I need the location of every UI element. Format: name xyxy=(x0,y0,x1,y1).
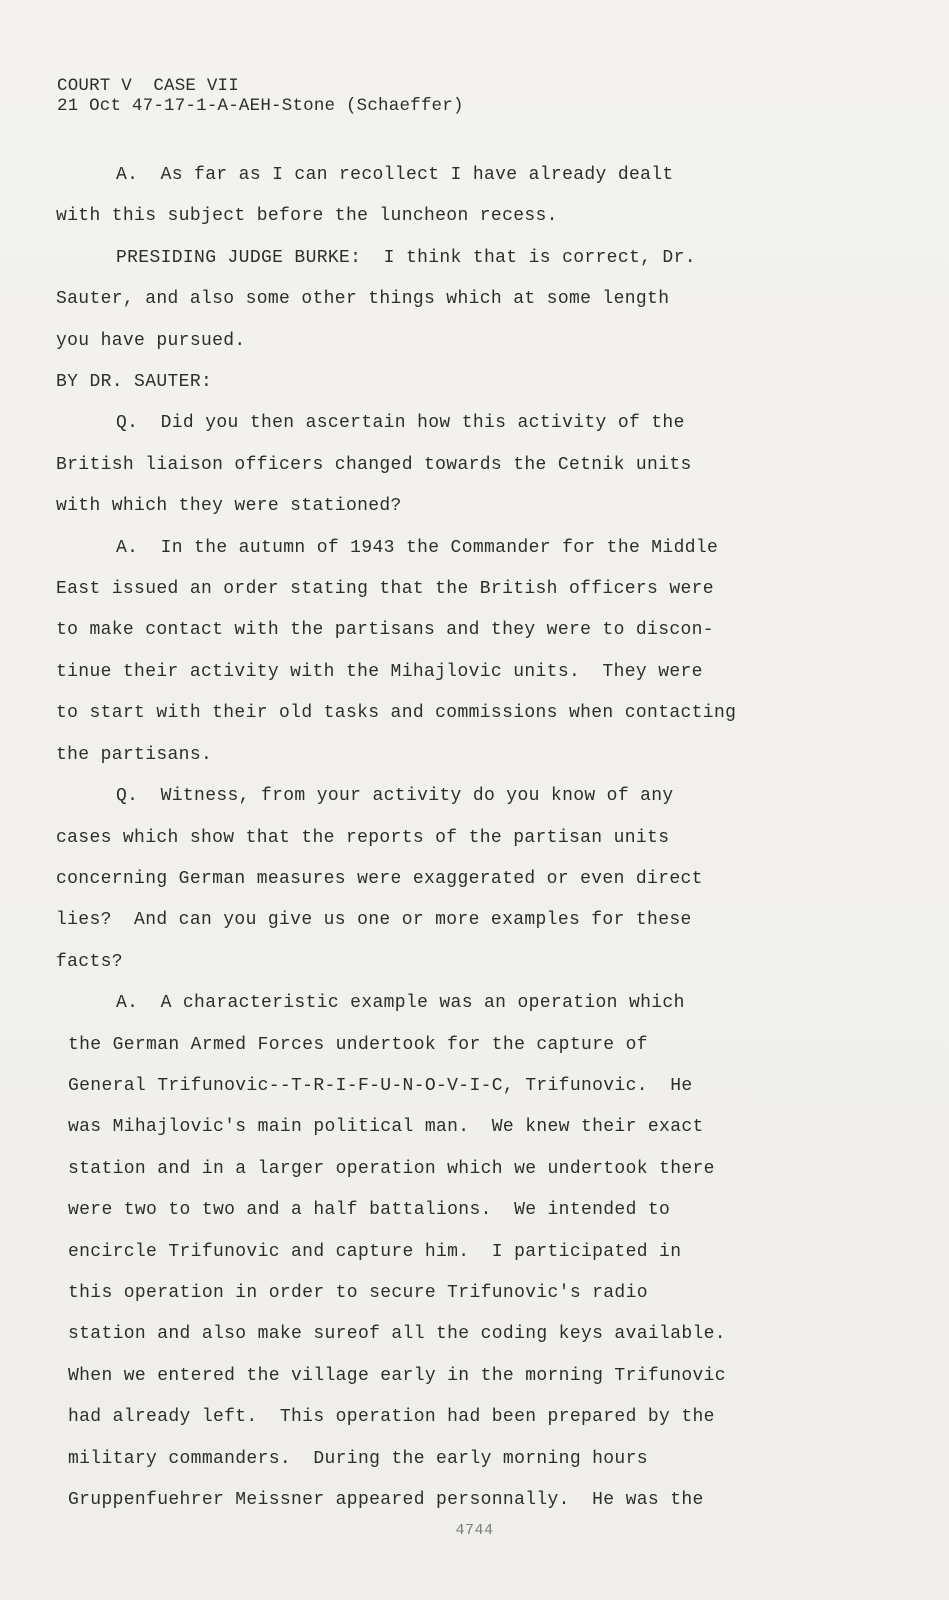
transcript-line: PRESIDING JUDGE BURKE: I think that is correct, Dr. xyxy=(116,247,696,268)
transcript-line: to start with their old tasks and commissions when contacting xyxy=(56,703,737,724)
transcript-line: the partisans. xyxy=(56,744,213,765)
document-header xyxy=(57,76,464,116)
transcript-line: When we entered the village early in the morning Trifunovic xyxy=(68,1365,726,1386)
transcript-line: A. As far as I can recollect I have already dealt xyxy=(116,165,674,185)
transcript-line: General Trifunovic--T-R-I-F-U-N-O-V-I-C, Trifunovic. He xyxy=(68,1075,693,1096)
examiner-label: BY DR. SAUTER: xyxy=(56,372,213,393)
transcript-line: British liaison officers changed towards the Cetnik units xyxy=(56,454,692,475)
transcript-line: A. A characteristic example was an operation which xyxy=(116,993,685,1014)
transcript-line: Q. Witness, from your activity do you know of any xyxy=(116,786,674,807)
transcript-line: concerning German measures were exaggerated or even direct xyxy=(56,868,703,889)
transcript-line: this operation in order to secure Trifunovic's radio xyxy=(68,1282,648,1303)
transcript-paragraph xyxy=(56,528,916,776)
transcript-line: had already left. This operation had been prepared by the xyxy=(68,1407,715,1428)
transcript-line: you have pursued. xyxy=(56,330,246,351)
transcript-line: facts? xyxy=(56,951,123,972)
transcript-line: lies? And can you give us one or more examples for these xyxy=(56,910,692,931)
transcript-paragraph xyxy=(56,983,916,1521)
header-court-case: COURT V CASE VII xyxy=(57,76,239,96)
transcript-line: the German Armed Forces undertook for the capture of xyxy=(68,1034,648,1055)
transcript-line: military commanders. During the early morning hours xyxy=(68,1448,648,1469)
transcript-line: was Mihajlovic's main political man. We knew their exact xyxy=(68,1117,704,1138)
transcript-paragraph xyxy=(56,155,916,238)
transcript-line: were two to two and a half battalions. We intended to xyxy=(68,1200,671,1221)
transcript-paragraph xyxy=(56,776,916,983)
transcript-line: Q. Did you then ascertain how this activity of the xyxy=(116,413,685,434)
page-number: 4744 xyxy=(455,1522,494,1539)
transcript-line: with this subject before the luncheon recess. xyxy=(56,206,558,227)
transcript-line: tinue their activity with the Mihajlovic units. They were xyxy=(56,661,703,682)
transcript-line: cases which show that the reports of the partisan units xyxy=(56,827,670,848)
transcript-body xyxy=(56,155,916,1521)
transcript-line: East issued an order stating that the British officers were xyxy=(56,579,714,600)
transcript-line: station and also make sureof all the coding keys available. xyxy=(68,1324,726,1345)
transcript-line: station and in a larger operation which we undertook there xyxy=(68,1158,715,1179)
transcript-line: Gruppenfuehrer Meissner appeared personnally. He was the xyxy=(68,1490,704,1510)
transcript-line: A. In the autumn of 1943 the Commander for the Middle xyxy=(116,537,719,558)
header-date-reference: 21 Oct 47-17-1-A-AEH-Stone (Schaeffer) xyxy=(57,96,464,116)
transcript-paragraph xyxy=(56,403,916,527)
transcript-paragraph xyxy=(56,238,916,362)
transcript-line: encircle Trifunovic and capture him. I participated in xyxy=(68,1241,682,1262)
transcript-line: Sauter, and also some other things which at some length xyxy=(56,289,670,310)
transcript-line: with which they were stationed? xyxy=(56,496,402,517)
transcript-line: to make contact with the partisans and they were to discon- xyxy=(56,620,714,641)
